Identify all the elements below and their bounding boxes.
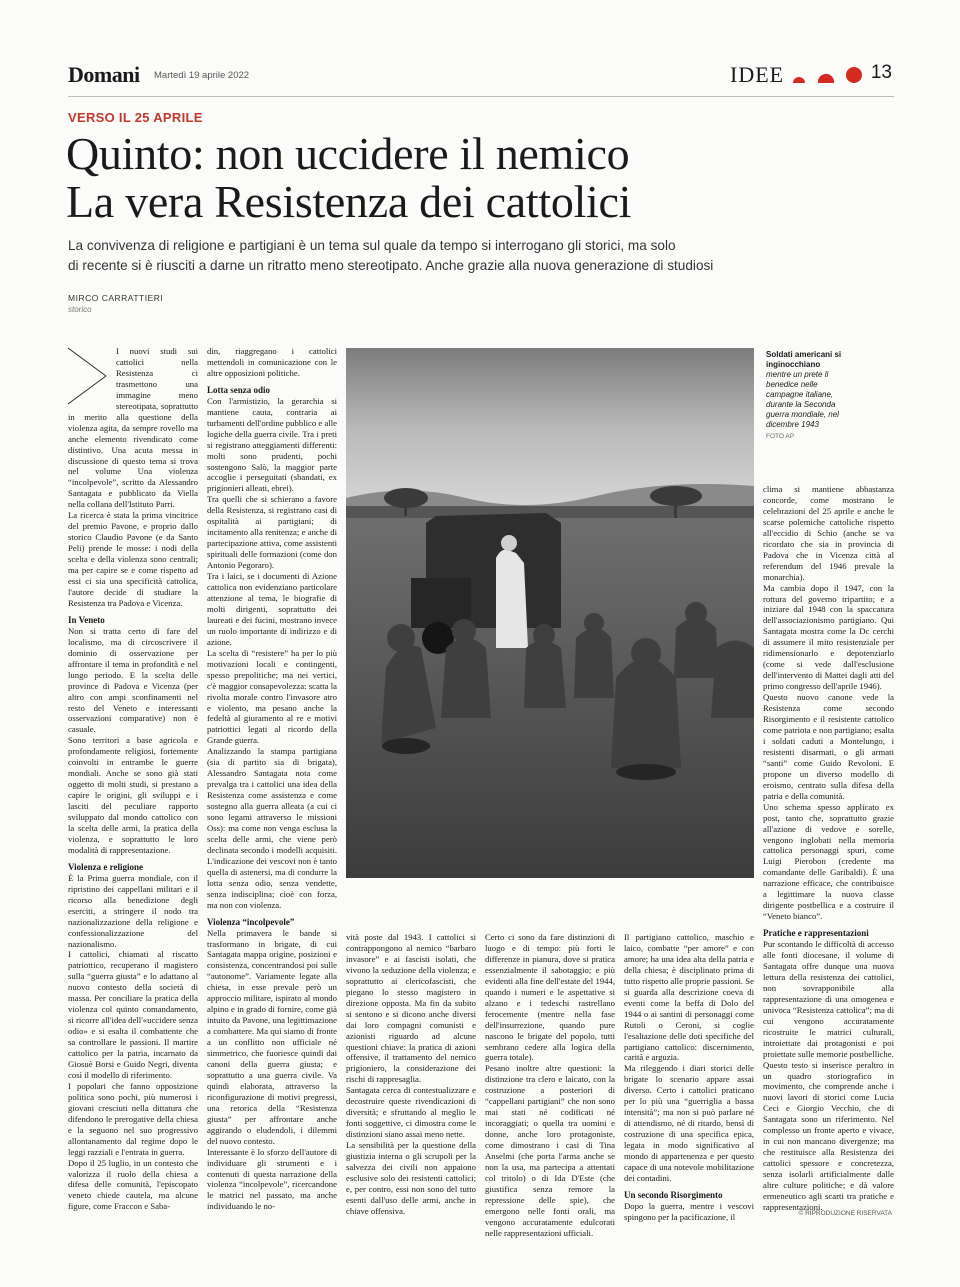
copyright-notice: © RIPRODUZIONE RISERVATA: [798, 1210, 892, 1217]
body-paragraph: din, riaggregano i cattolici mettendoli in comunicazione con le altre opposizioni politiche.: [207, 346, 337, 378]
caption-title: Soldati americani si inginocchiano: [766, 350, 842, 369]
body-paragraph: Nella primavera le bande si trasformano in brigate, di cui Santagata mappa origine, posizioni e consistenza, concentrandosi poi sulle “autonome”. Variamente legate alla chiesa, in esse prevale però un approccio militare, ispirato al mondo alpino e in grado di fornire, come già intuito da Pavone, una legittimazione a combattere. Ma qui siamo di fronte a un conflitto non ufficiale né simmetrico, che fuoriesce quindi dai canoni della guerra giusta; e soprattutto a una guerra civile. Va quindi elaborata, attraverso la riconfigurazione di motivi pregressi, una retorica della “Resistenza giusta” per affrontare anche aggirando o eludendoli, i dilemmi del nuovo contesto.: [207, 927, 337, 1146]
photo-soldiers-kneeling-image: [346, 348, 754, 878]
dropcap-i-icon: [66, 346, 112, 406]
body-paragraph: Dopo la guerra, mentre i vescovi spingono per la pacificazione, il: [624, 1200, 754, 1222]
body-paragraph: È la Prima guerra mondiale, con il ripristino dei cappellani militari e il ricorso alla benedizione degli eserciti, a stringere il nodo tra nazionalizzazione della religione e confessionalizzazione del nazionalismo.: [68, 872, 198, 949]
author-name: MIRCO CARRATTIERI: [68, 293, 164, 303]
body-paragraph: La scelta di “resistere” ha per lo più motivazioni locali e contingenti, spesso prepolitiche; ma nei vertici, c'è maggior consapevolezza: scatta la rivolta morale contro l'invasore atro e violento, ma pesano anche la fedeltà al giuramento al re e motivi patriottici legati al ricordo della Grande guerra.: [207, 647, 337, 746]
body-paragraph: clima si mantiene abbastanza concorde, come mostrano le celebrazioni del 25 aprile e anche le scarse polemiche cattoliche rispetto all'eccidio di Schio (anche se va ricordato che sia in provincia di Padova che in Vicenza città al referendum del 1946 prevale la monarchia).: [763, 484, 894, 582]
body-paragraph: Sono territori a base agricola e profondamente religiosi, fortemente coinvolti in entrambe le guerre mondiali. Anche se sono già stati oggetto di molti studi, si prestano a capire le origini, gli sviluppi e i lasciti del peculiare rapporto sviluppato dal mondo cattolico con la scelta delle armi, la pratica della violenza, e soprattutto le loro modalità di rappresentazione.: [68, 735, 198, 855]
body-paragraph: La sensibilità per la questione della giustizia interna o gli scrupoli per la salvezza dei civili non appaiono esclusive solo dei resistenti cattolici; e, per contro, essi non sono del tutto esenti dall'uso delle armi, anche in chiave offensiva.: [346, 1140, 476, 1216]
subtitle-line-1: La convivenza di religione e partigiani è un tema sul quale da tempo si interrogano gli storici, ma solo: [68, 238, 676, 253]
body-paragraph: Certo ci sono da fare distinzioni di luogo e di tempo: più forti le differenze in pianura, dove si pratica essenzialmente il sabotaggio; e più evidenti alla fine dell'estate del 1944, quando i numeri e le aspettative si alzano e i tedeschi rastrellano ferocemente (mentre nella fase dell'insurrezione, quando pure nascono le brigate del popolo, tutti sembrano cedere alla logica della guerra totale).: [485, 932, 615, 1063]
body-paragraph: Questo testo si inserisce peraltro in un quadro storiografico in movimento, che comprende anche i nuovi lavori di storici come Lucia Ceci e Giorgio Vecchio, che di Santagata sono un riferimento. Nel complesso un fronte aperto e vivace, in cui non mancano divergenze; ma che restituisce alla Resistenza dei cattolici spessore e concretezza, senza isolarli artificialmente dalle altre culture politiche; e dà valore ermeneutico agli scarti tra pratiche e rappresentazioni.: [763, 1059, 894, 1212]
subheading: Violenza e religione: [68, 861, 143, 872]
article-title: [66, 130, 896, 226]
body-paragraph: Santagata cerca di contestualizzare e decostruire queste rivendicazioni di diversità; e sfruttando al meglio le fonti soggettive, ci dimostra come le distinzioni siano assai meno nette.: [346, 1085, 476, 1140]
body-paragraph: Uno schema spesso applicato ex post, tanto che, soprattutto grazie all'azione di vedove e sorelle, vengono inglobati nella memoria cattolica personaggi spuri, come Luigi Pierobon (credente ma comandante delle Garibaldi). È una narrazione efficace, che contribuisce a legittimare la nuova classe dirigente postbellica e a costruire il “Veneto bianco”.: [763, 801, 894, 922]
caption-body: mentre un prete li benedice nelle campagne italiane, durante la Seconda guerra mondiale, nel dicembre 1943: [766, 370, 839, 429]
page-number: 13: [870, 62, 892, 83]
body-column-6: [763, 484, 894, 1210]
body-paragraph: Questo nuovo canone vede la Resistenza come secondo Risorgimento e il resistente cattolico come patriota e non partigiano; esalta i soldati caduti a Montelungo, i resistenti disarmati, o gli armati “santi” come Guido Revoloni. E propone un diverso modello di eroismo, centrato sulla difesa della patria e della comunità.: [763, 692, 894, 801]
title-line-2: La vera Resistenza dei cattolici: [66, 176, 632, 227]
body-paragraph: Tra quelli che si schierano a favore della Resistenza, si registrano casi di ospitalità ai partigiani; di incitamento alla renitenza; e anche di partecipazione attiva, come assistenti spirituali delle formazioni (come don Antonio Pegoraro).: [207, 494, 337, 571]
body-column-2: [207, 346, 337, 1231]
body-column-4: [485, 932, 615, 1238]
article-subtitle: [68, 236, 768, 276]
body-column-1: [68, 346, 198, 1231]
photo-caption: [766, 350, 856, 442]
author-role: storico: [68, 305, 92, 314]
issue-date: Martedì 19 aprile 2022: [154, 70, 250, 81]
page-header: [68, 62, 894, 88]
body-paragraph: I popolari che fanno opposizione politica sono pochi, più numerosi i giovani cresciuti nella dittatura che difendono le prerogative della chiesa e la seguono nel suo progressivo allontanamento dal regime dopo le leggi razziali e l'entrata in guerra.: [68, 1080, 198, 1157]
body-column-5: [624, 932, 754, 1232]
photo-credit: FOTO AP: [766, 433, 795, 440]
body-column-3: [346, 932, 476, 1232]
subheading: Pratiche e rappresentazioni: [763, 928, 869, 939]
body-paragraph: Interessante è lo sforzo dell'autore di individuare gli strumenti e i contenuti di questa narrazione della violenza “incolpevole”, ricercandone le matrici nel passato, ma anche individuando le no-: [207, 1146, 337, 1212]
body-paragraph: Ma rileggendo i diari storici delle brigate lo scenario appare assai diverso. Certo i cattolici praticano per lo più una “guerriglia a bassa intensità”; ma non si può parlare né di attendismo, né di ritardo, bensì di costruzione di una specifica epica, legata in modo significativo al mondo di appartenenza e per questo capace di una notevole mobilitazione dei contadini.: [624, 1063, 754, 1183]
subheading: Violenza “incolpevole”: [207, 916, 295, 927]
header-divider: [68, 96, 894, 97]
subheading: Un secondo Risorgimento: [624, 1189, 723, 1200]
body-paragraph: Pur scontando le difficoltà di accesso alle fonti diocesane, il volume di Santagata offre dunque una nuova lettura della resistenza dei cattolici, non sovrapponibile alla rappresentazione di una omogenea e univoca “Resistenza cattolica”; ma di cui vengono accuratamente ricostruite le matrici culturali, introiettate dai protagonisti e poi proiettate sulle memorie postbelliche.: [763, 939, 894, 1059]
body-paragraph: Pesano inoltre altre questioni: la distinzione tra clero e laicato, con la costruzione a posteriori di “cappellani partigiani” che non sono mai stati né codificati né incoraggiati; o quella tra uomini e donne, anche loro protagoniste, come dimostrano i casi di Tina Anselmi (che porta l'arma anche se non la usa, ma partecipa a attentati col tritolo) o di Ida D'Este (che giustifica senza remore la repressione delle spie), che emergono nelle fonti orali, ma vengono accuratamente edulcorati nelle rappresentazioni ufficiali.: [485, 1063, 615, 1238]
body-paragraph: I nuovi studi sui cattolici nella Resistenza ci trasmettono una immagine meno stereotipata, soprattutto in merito alla questione della violenza agita, da sempre rovello ma anche elemento rivendicato come distintivo. Una acuta messa in discussione di questo tema si trova nel volume Una violenza “incolpevole”, scritto da Alessandro Santagata e pubblicato da Viella nella collana dell'Istituto Parri.: [68, 346, 198, 510]
body-paragraph: Tra i laici, se i documenti di Azione cattolica non evidenziano particolare attenzione al tema, le biografie di molti dirigenti, soprattutto dei laureati e dei fucini, mostrano invece un ruolo importante di indirizzo e di azione.: [207, 571, 337, 647]
section-name: IDEE: [730, 62, 785, 87]
subheading: Lotta senza odio: [207, 384, 270, 395]
body-paragraph: Analizzando la stampa partigiana (sia di partito sia di brigata), Alessandro Santagata nota come prevalga tra i cattolici una idea della Resistenza come assistenza e come sostegno alla guerra alleata (a cui ci sono legami attraverso le missioni Oss): ma come non venga esclusa la scelta delle armi, che viene però declinata secondo i modelli acquisiti. L'indicazione dei vescovi non è tanto quella di astenersi, ma di condurre la lotta senza odio, senza vendette, senza indisciplina; cioè con forza, ma non con violenza.: [207, 746, 337, 910]
newspaper-logo: Domani: [68, 62, 140, 87]
title-line-1: Quinto: non uccidere il nemico: [66, 128, 630, 179]
body-paragraph: Dopo il 25 luglio, in un contesto che valorizza il ruolo della chiesa a difesa delle comunità, l'episcopato veneto chiede cautela, ma alcune figure, come Fraccon e Saba-: [68, 1157, 198, 1212]
article-kicker: VERSO IL 25 APRILE: [68, 110, 203, 125]
article-photo: [346, 348, 754, 878]
body-paragraph: Ma cambia dopo il 1947, con la rottura del governo tripartito; e a iniziare dal 1948 con la spaccatura dell'associazionismo partigiano. Qui Santagata mostra come la Dc cerchi di assumere il mito resistenziale per ridimensionarlo e depotenziarlo (come si vede dall'esclusione dell'intervento di Mattei dagli atti del primo congresso dell'aprile 1946).: [763, 582, 894, 692]
body-paragraph: Il partigiano cattolico, maschio e laico, combatte “per amore” e con amore; ha una idea alta della patria e della chiesa; è disciplinato prima di tutto rispetto alle proprie passioni. Se si guarda alla descrizione coeva di eventi come la beffa di Dolo del 1944 o ai santini di personaggi come Rutoli o Ceroni, si coglie l'esaltazione delle doti specifiche del partigiano cattolico: discernimento, carità e arguzia.: [624, 932, 754, 1063]
body-paragraph: Non si tratta certo di fare del localismo, ma di circoscrivere il dominio di osservazione per affrontare il tema in profondità e nel lungo periodo. E la scelta delle province di Padova e Vicenza (per altro con ampi sconfinamenti nel resto del Veneto e interessanti osservazioni comparative) non è casuale.: [68, 625, 198, 735]
body-paragraph: La ricerca è stata la prima vincitrice del premio Pavone, e proprio dallo storico Claudio Pavone (e da Santo Peli) prende le mosse: i nodi della scelta e della violenza sono centrali; ma per capire se e come rispetto ad essi ci sia una specificità cattolica, l'autore decide di studiare la Resistenza tra Padova e Vicenza.: [68, 510, 198, 608]
body-paragraph: vità poste dal 1943. I cattolici si contrappongono al nemico “barbaro invasore” e ai fascisti isolati, che vivono la seduzione della violenza; e soprattutto ai clericofascisti, che piegano lo stesso magistero in direzione opposta. Ma fin da subito si sentono e si dicono anche diversi dai loro compagni comunisti e azionisti riguardo ad alcune questioni chiave: la pratica di azioni offensive, il trattamento del nemico prigioniero, la considerazione dei rischi di rappresaglia.: [346, 932, 476, 1085]
section-dots-icon: [791, 67, 871, 83]
body-paragraph: Con l'armistizio, la gerarchia si mantiene cauta, contraria ai turbamenti dell'ordine pubblico e alle logiche della guerra civile. Tra i preti si registrano atteggiamenti differenti: molti sono prudenti, pochi sostengono Salò, la maggior parte accoglie i perseguitati (sbandati, ex prigionieri alleati, ebrei).: [207, 395, 337, 494]
subheading: In Veneto: [68, 614, 105, 625]
body-paragraph: I cattolici, chiamati al riscatto patriottico, recuperano il magistero sulla “guerra giusta” e lo adattano al nuovo contesto della società di massa. Per conciliare la pratica della violenza col quinto comandamento, si ricorre all'idea dell'«uccidere senza odio» e si esalta il combattente che sa controllare le passioni. Il martire cattolico per la patria, incarnato da Giosuè Borsi e Guido Negri, diventa così il modello di riferimento.: [68, 949, 198, 1080]
subtitle-line-2: di recente si è riusciti a darne un ritratto meno stereotipato. Anche grazie alla nuova generazione di studiosi: [68, 258, 714, 273]
